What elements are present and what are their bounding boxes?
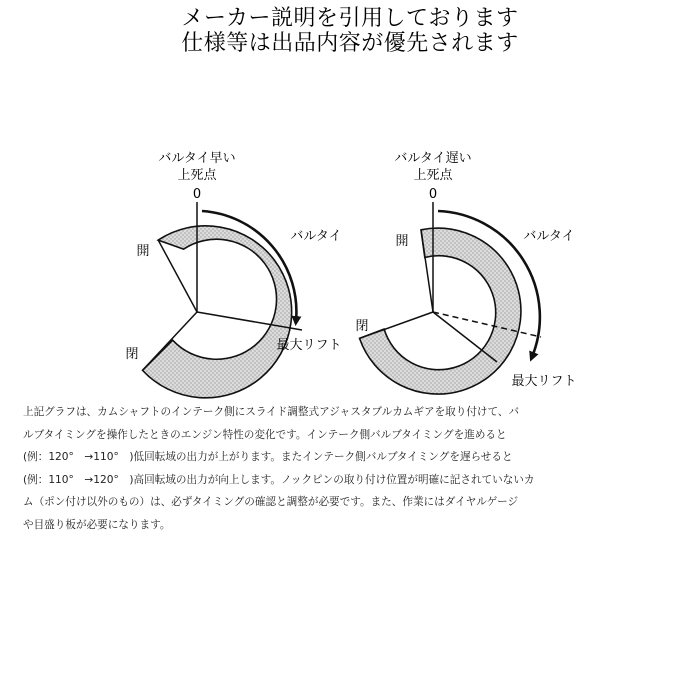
left-max-lift-label: 最大リフト xyxy=(276,338,342,353)
right-close-line xyxy=(360,312,433,338)
left-close-label: 閉 xyxy=(125,347,139,362)
left-arrow-label: バルタイ xyxy=(290,229,342,244)
description-line-1: 上記グラフは、カムシャフトのインテーク側にスライド調整式アジャスタブルカムギアを取り付けて、バ xyxy=(23,406,520,418)
description-line-6: や目盛り板が必要になります。 xyxy=(23,518,171,531)
description-line-4: (例：110° →120° )高回転域の出力が向上します。ノックピンの取り付け位置が明確に記されていないカ xyxy=(23,473,535,486)
left-title-line2: 上死点 xyxy=(177,168,217,183)
right-arrow-label: バルタイ xyxy=(523,229,575,244)
left-zero-label: 0 xyxy=(192,187,202,202)
header-line-2: 仕様等は出品内容が優先されます xyxy=(181,31,519,56)
diagram-left xyxy=(125,151,341,398)
left-title-line1: バルタイ早い xyxy=(158,151,236,166)
description-line-2: ルブタイミングを操作したときのエンジン特性の変化です。インテーク側バルブタイミングを進めると xyxy=(23,428,507,441)
right-title-line2: 上死点 xyxy=(413,168,453,183)
description-line-3: (例：120° →110° )低回転域の出力が上がります。またインテーク側バルブタイミングを遅らせると xyxy=(23,451,513,464)
left-open-label: 開 xyxy=(136,244,150,259)
right-max-lift-label: 最大リフト xyxy=(511,374,577,389)
description xyxy=(23,401,683,537)
right-open-label: 開 xyxy=(395,234,409,249)
right-valve-open-ring xyxy=(360,228,521,394)
right-title-line1: バルタイ遅い xyxy=(394,151,472,166)
description-line-5: ム（ポン付け以外のもの）は、必ずタイミングの確認と調整が必要です。また、作業にはダイヤルゲージ xyxy=(23,496,519,509)
header-line-1: メーカー説明を引用しております xyxy=(181,6,519,31)
left-open-line xyxy=(158,240,197,312)
diagram-right xyxy=(355,151,576,394)
right-zero-label: 0 xyxy=(428,187,438,202)
right-close-label: 閉 xyxy=(355,319,369,334)
